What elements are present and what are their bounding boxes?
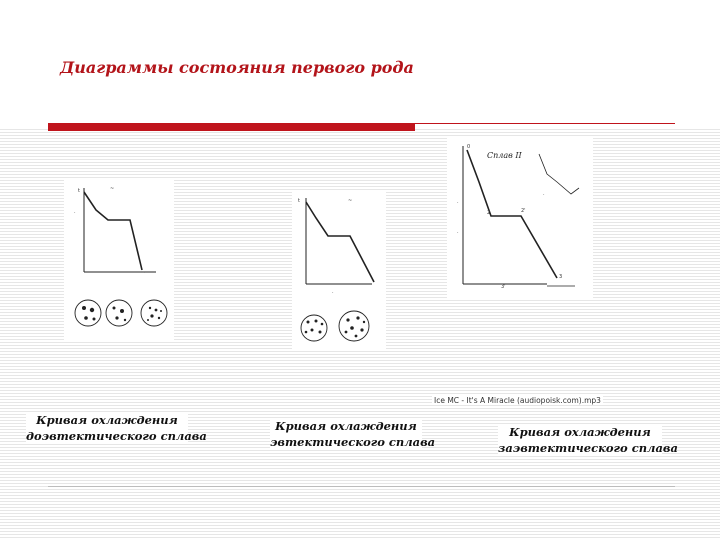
caption-line: Кривая охлаждения — [36, 413, 178, 427]
microstructure-circle — [106, 300, 132, 326]
svg-text:3: 3 — [559, 274, 563, 280]
svg-text:·: · — [457, 200, 459, 206]
microstructure-circle — [339, 311, 369, 341]
cooling-curve — [467, 150, 557, 278]
svg-text:~: ~ — [110, 186, 115, 192]
audio-file-link[interactable]: Ice MC - It's A Miracle (audiopoisk.com).mp3 — [434, 396, 601, 405]
svg-text:2': 2' — [521, 208, 526, 214]
caption-line: заэвтектического сплава — [498, 441, 678, 455]
svg-text:2: 2 — [487, 210, 491, 216]
svg-text:·: · — [457, 230, 459, 236]
microstructure-circle — [141, 300, 167, 326]
hypereutectic-cooling-figure — [447, 138, 593, 298]
hypereutectic-caption — [498, 424, 678, 456]
microstructure-circle — [75, 300, 101, 326]
svg-text:·: · — [332, 290, 334, 296]
slide-title: Диаграммы состояния первого рода — [60, 58, 414, 77]
svg-text:~: ~ — [348, 198, 353, 204]
svg-text:·: · — [144, 270, 146, 276]
svg-text:t: t — [298, 198, 300, 204]
svg-text:t: t — [78, 188, 80, 194]
hypoeutectic-caption — [26, 412, 207, 444]
eutectic-caption — [270, 418, 436, 450]
cooling-curve — [306, 202, 374, 282]
svg-text:·: · — [74, 210, 76, 216]
eutectic-cooling-figure — [292, 190, 386, 350]
title-accent-bar — [48, 123, 415, 131]
caption-line: Кривая охлаждения — [275, 419, 417, 433]
hypoeutectic-cooling-figure — [64, 180, 174, 340]
svg-text:0: 0 — [467, 144, 471, 150]
microstructure-circle — [301, 315, 327, 341]
caption-line: эвтектического сплава — [270, 435, 436, 449]
title-accent-line — [415, 123, 675, 124]
svg-text:·: · — [543, 192, 545, 198]
caption-line: Кривая охлаждения — [509, 425, 651, 439]
footer-divider — [48, 486, 675, 487]
caption-line: доэвтектического сплава — [26, 429, 207, 443]
svg-text:3': 3' — [501, 284, 506, 290]
cooling-curve — [84, 192, 142, 270]
plot-label: Сплав II — [487, 151, 522, 160]
